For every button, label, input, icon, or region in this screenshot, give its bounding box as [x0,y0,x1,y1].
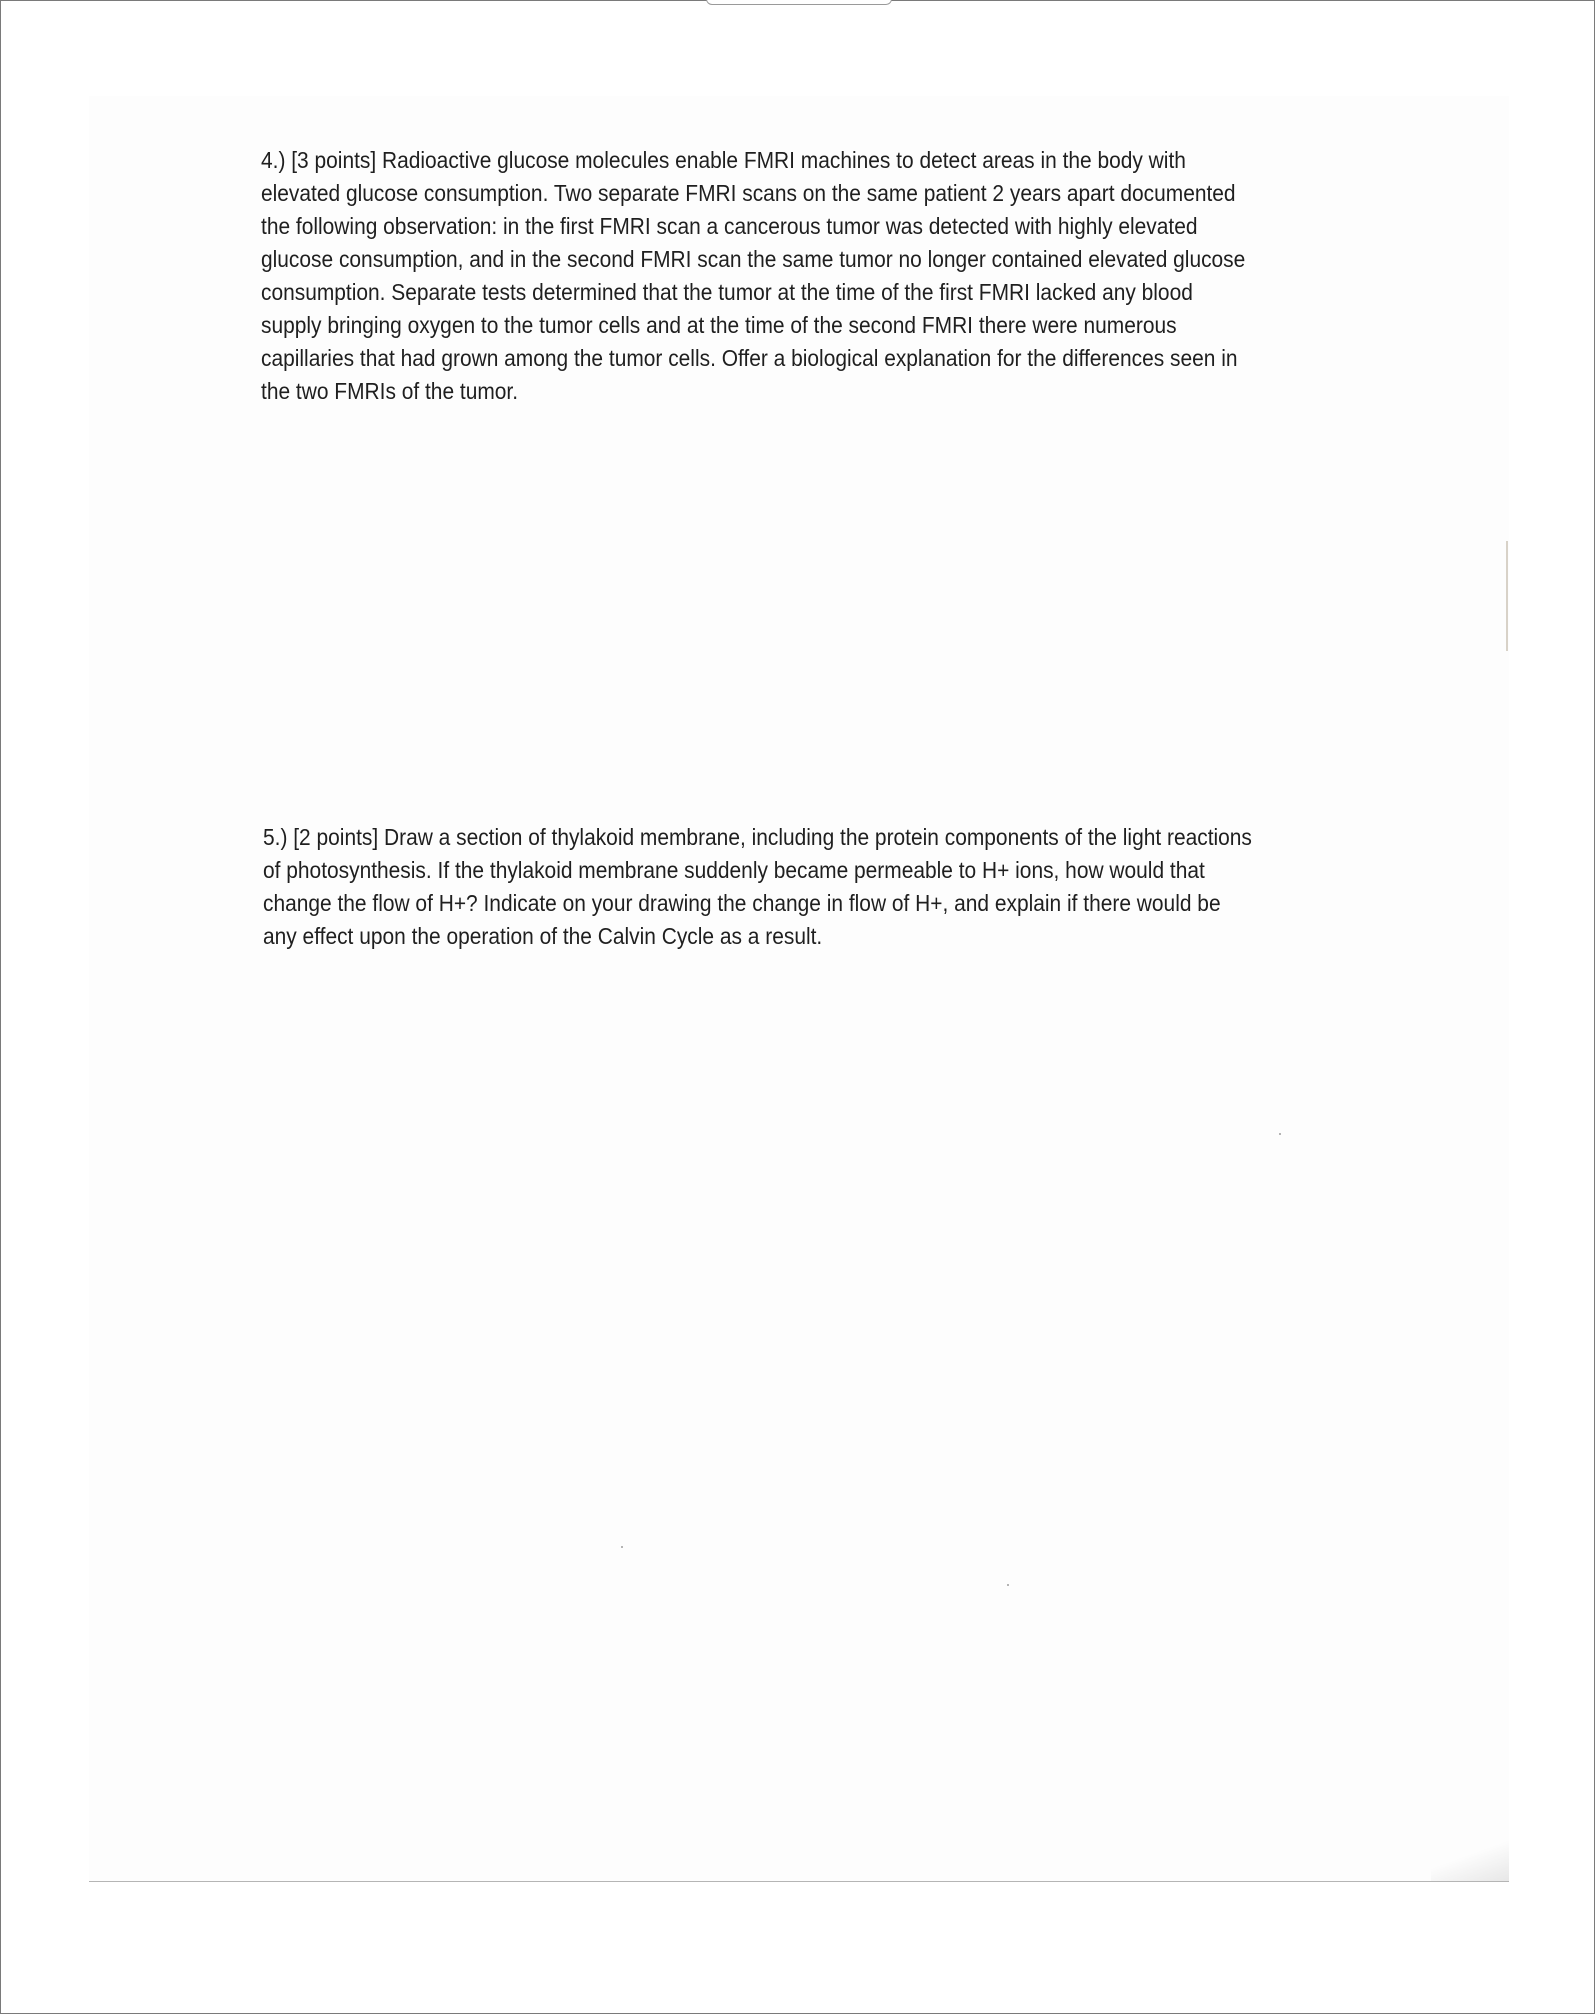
question-5-line: change the flow of H+? Indicate on your drawing the change in flow of H+, and explain if there would be [263,890,1221,916]
question-4 [261,144,1245,408]
question-4-line: 4.) [3 points] Radioactive glucose molecules enable FMRI machines to detect areas in the body with [261,147,1186,173]
question-5-line: of photosynthesis. If the thylakoid membrane suddenly became permeable to H+ ions, how would that [263,857,1205,883]
question-4-line: the two FMRIs of the tumor. [261,378,519,404]
question-5-line: any effect upon the operation of the Calvin Cycle as a result. [263,923,823,949]
viewer-top-tab[interactable] [706,0,892,5]
page-corner-shadow [1431,1841,1509,1881]
scan-speck [1279,1133,1281,1135]
question-4-line: the following observation: in the first FMRI scan a cancerous tumor was detected with highly elevated [261,213,1198,239]
question-4-line: consumption. Separate tests determined that the tumor at the time of the first FMRI lacked any blood [261,279,1193,305]
page-edge-shadow [1506,541,1508,651]
question-4-line: elevated glucose consumption. Two separate FMRI scans on the same patient 2 years apart documented [261,180,1236,206]
question-4-line: capillaries that had grown among the tumor cells. Offer a biological explanation for the differences seen in [261,345,1238,371]
scan-speck [621,1546,623,1548]
question-4-line: supply bringing oxygen to the tumor cells and at the time of the second FMRI there were numerous [261,312,1177,338]
question-5 [263,821,1252,953]
question-5-line: 5.) [2 points] Draw a section of thylakoid membrane, including the protein components of the light reactions [263,824,1252,850]
question-4-line: glucose consumption, and in the second FMRI scan the same tumor no longer contained elevated glucose [261,246,1246,272]
scan-speck [1007,1584,1009,1586]
